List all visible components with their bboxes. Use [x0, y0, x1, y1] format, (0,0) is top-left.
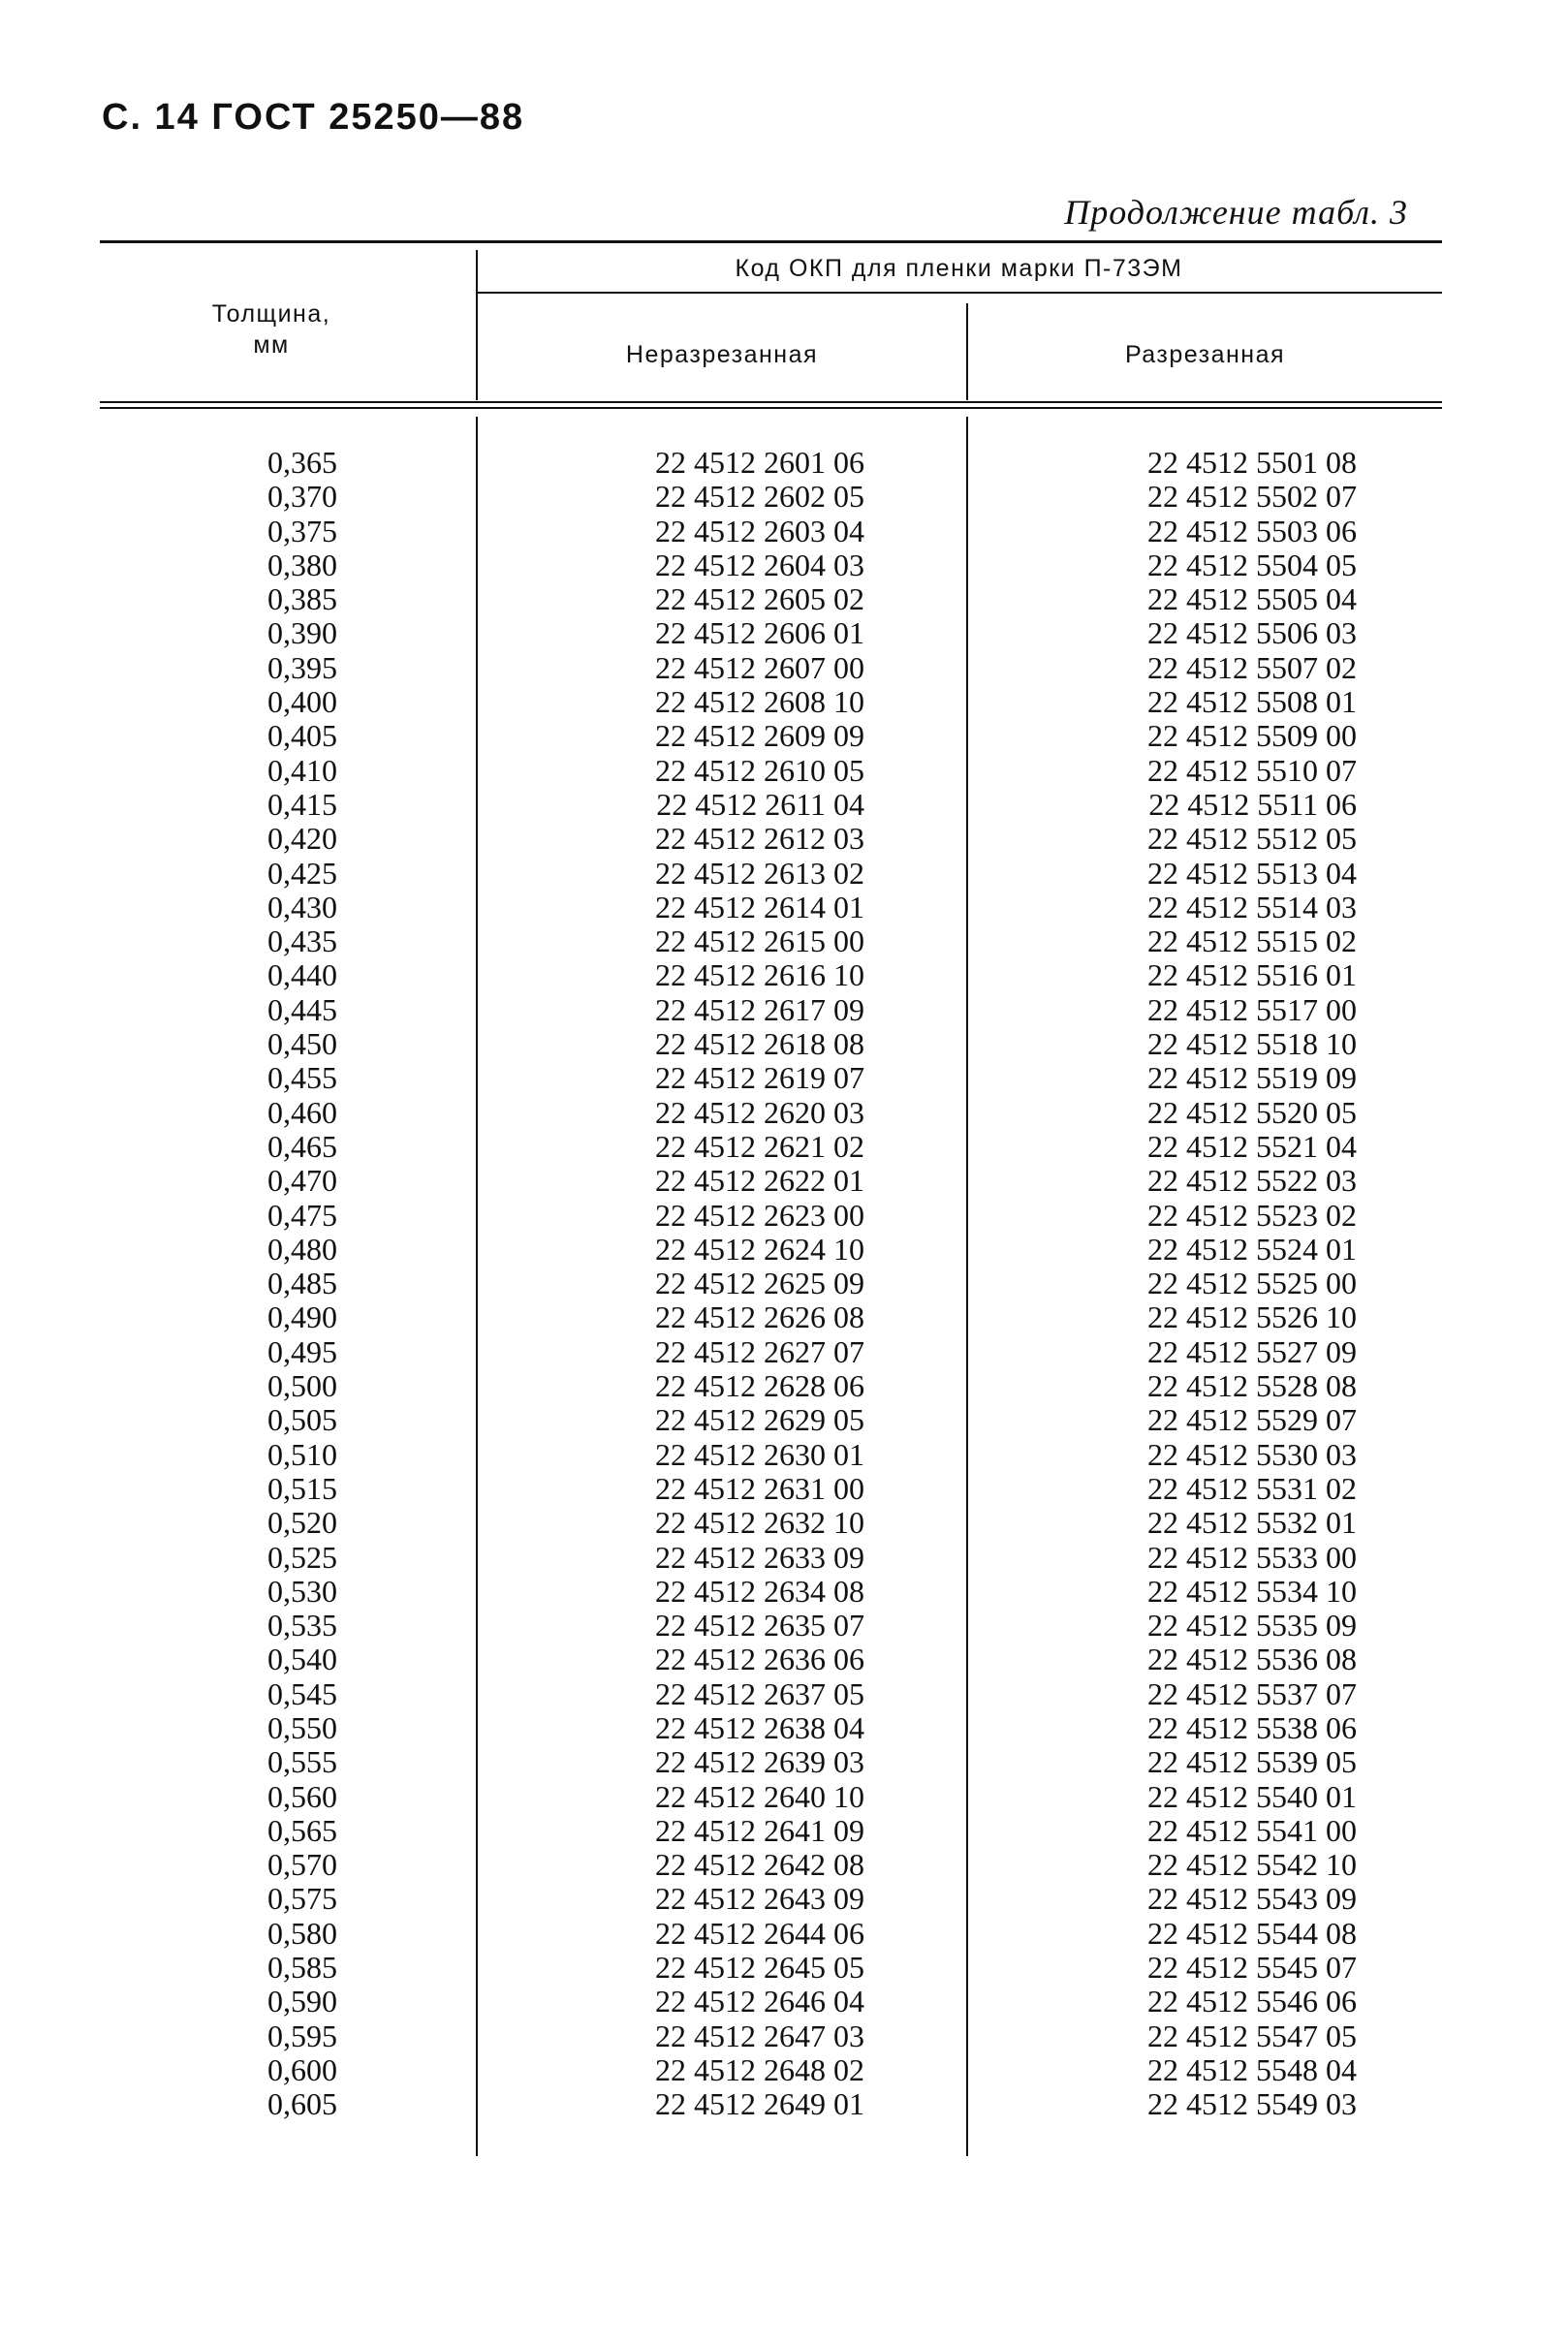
- uncut-code-cell: 22 4512 2636 06: [655, 1642, 864, 1677]
- table-row: [0, 1609, 1568, 1643]
- table-body: [0, 446, 1568, 2122]
- header-group-okp: Код ОКП для пленки марки П-73ЭМ: [735, 255, 1183, 282]
- thickness-cell: 0,535: [267, 1608, 337, 1643]
- cut-code-cell: 22 4512 5522 03: [1147, 1163, 1357, 1199]
- thickness-cell: 0,435: [267, 923, 337, 959]
- table-row: [0, 2087, 1568, 2121]
- cut-code-cell: 22 4512 5503 06: [1147, 513, 1357, 548]
- cut-code-cell: 22 4512 5528 08: [1147, 1368, 1357, 1404]
- thickness-cell: 0,465: [267, 1128, 337, 1164]
- cut-code-cell: 22 4512 5535 09: [1147, 1608, 1357, 1643]
- uncut-code-cell: 22 4512 2621 02: [655, 1128, 864, 1164]
- page-header: С. 14 ГОСТ 25250—88: [102, 97, 525, 138]
- cut-code-cell: 22 4512 5516 01: [1147, 957, 1357, 993]
- cut-code-cell: 22 4512 5520 05: [1147, 1094, 1357, 1130]
- cut-code-cell: 22 4512 5546 06: [1147, 1984, 1357, 2019]
- cut-code-cell: 22 4512 5544 08: [1147, 1915, 1357, 1951]
- uncut-code-cell: 22 4512 2625 09: [655, 1266, 864, 1301]
- table-row: [0, 1027, 1568, 1061]
- table-row: [0, 1951, 1568, 1985]
- cut-code-cell: 22 4512 5525 00: [1147, 1266, 1357, 1301]
- uncut-code-cell: 22 4512 2630 01: [655, 1436, 864, 1472]
- thickness-cell: 0,390: [267, 615, 337, 651]
- uncut-code-cell: 22 4512 2602 05: [655, 479, 864, 515]
- table-top-rule: [100, 240, 1442, 243]
- uncut-code-cell: 22 4512 2604 03: [655, 547, 864, 582]
- table-row: [0, 1335, 1568, 1369]
- uncut-code-cell: 22 4512 2645 05: [655, 1950, 864, 1986]
- uncut-code-cell: 22 4512 2614 01: [655, 889, 864, 924]
- table-row: [0, 1369, 1568, 1403]
- thickness-cell: 0,545: [267, 1675, 337, 1711]
- cut-code-cell: 22 4512 5515 02: [1147, 923, 1357, 959]
- cut-code-cell: 22 4512 5513 04: [1147, 855, 1357, 891]
- thickness-cell: 0,395: [267, 649, 337, 685]
- thickness-cell: 0,375: [267, 513, 337, 548]
- thickness-cell: 0,580: [267, 1915, 337, 1951]
- cut-code-cell: 22 4512 5547 05: [1147, 2018, 1357, 2053]
- table-row: [0, 1472, 1568, 1506]
- header-bottom-rule-2: [100, 407, 1442, 409]
- cut-code-cell: 22 4512 5508 01: [1147, 684, 1357, 720]
- uncut-code-cell: 22 4512 2603 04: [655, 513, 864, 548]
- cut-code-cell: 22 4512 5531 02: [1147, 1470, 1357, 1506]
- table-row: [0, 719, 1568, 753]
- table-row: [0, 1096, 1568, 1130]
- thickness-cell: 0,440: [267, 957, 337, 993]
- table-row: [0, 515, 1568, 548]
- thickness-cell: 0,420: [267, 821, 337, 857]
- thickness-cell: 0,460: [267, 1094, 337, 1130]
- cut-code-cell: 22 4512 5519 09: [1147, 1060, 1357, 1096]
- thickness-cell: 0,565: [267, 1812, 337, 1848]
- table-row: [0, 993, 1568, 1027]
- cut-code-cell: 22 4512 5530 03: [1147, 1436, 1357, 1472]
- cut-code-cell: 22 4512 5532 01: [1147, 1505, 1357, 1541]
- thickness-cell: 0,490: [267, 1299, 337, 1335]
- uncut-code-cell: 22 4512 2612 03: [655, 821, 864, 857]
- uncut-code-cell: 22 4512 2619 07: [655, 1060, 864, 1096]
- cut-code-cell: 22 4512 5542 10: [1147, 1847, 1357, 1883]
- thickness-cell: 0,480: [267, 1231, 337, 1267]
- thickness-cell: 0,365: [267, 445, 337, 480]
- thickness-cell: 0,415: [267, 786, 337, 822]
- cut-code-cell: 22 4512 5543 09: [1147, 1881, 1357, 1917]
- table-row: [0, 1506, 1568, 1540]
- uncut-code-cell: 22 4512 2607 00: [655, 649, 864, 685]
- cut-code-cell: 22 4512 5526 10: [1147, 1299, 1357, 1335]
- thickness-cell: 0,455: [267, 1060, 337, 1096]
- table-row: [0, 616, 1568, 650]
- header-bottom-rule: [100, 401, 1442, 403]
- uncut-code-cell: 22 4512 2618 08: [655, 1026, 864, 1062]
- uncut-code-cell: 22 4512 2606 01: [655, 615, 864, 651]
- table-row: [0, 857, 1568, 891]
- table-row: [0, 1814, 1568, 1848]
- table-row: [0, 2053, 1568, 2087]
- thickness-cell: 0,570: [267, 1847, 337, 1883]
- table-row: [0, 1745, 1568, 1779]
- thickness-cell: 0,530: [267, 1573, 337, 1609]
- thickness-cell: 0,505: [267, 1402, 337, 1438]
- cut-code-cell: 22 4512 5504 05: [1147, 547, 1357, 582]
- uncut-code-cell: 22 4512 2624 10: [655, 1231, 864, 1267]
- uncut-code-cell: 22 4512 2633 09: [655, 1539, 864, 1575]
- cut-code-cell: 22 4512 5549 03: [1147, 2086, 1357, 2122]
- thickness-cell: 0,575: [267, 1881, 337, 1917]
- thickness-cell: 0,485: [267, 1266, 337, 1301]
- uncut-code-cell: 22 4512 2635 07: [655, 1608, 864, 1643]
- uncut-code-cell: 22 4512 2637 05: [655, 1675, 864, 1711]
- table-row: [0, 754, 1568, 788]
- table-row: [0, 1848, 1568, 1882]
- cut-code-cell: 22 4512 5537 07: [1147, 1675, 1357, 1711]
- thickness-cell: 0,560: [267, 1778, 337, 1814]
- thickness-cell: 0,410: [267, 752, 337, 788]
- cut-code-cell: 22 4512 5534 10: [1147, 1573, 1357, 1609]
- table-row: [0, 651, 1568, 685]
- uncut-code-cell: 22 4512 2634 08: [655, 1573, 864, 1609]
- thickness-cell: 0,590: [267, 1984, 337, 2019]
- cut-code-cell: 22 4512 5507 02: [1147, 649, 1357, 685]
- table-row: [0, 924, 1568, 958]
- uncut-code-cell: 22 4512 2611 04: [656, 786, 864, 822]
- uncut-code-cell: 22 4512 2613 02: [655, 855, 864, 891]
- thickness-cell: 0,425: [267, 855, 337, 891]
- cut-code-cell: 22 4512 5511 06: [1148, 786, 1357, 822]
- uncut-code-cell: 22 4512 2620 03: [655, 1094, 864, 1130]
- table-row: [0, 1780, 1568, 1814]
- uncut-code-cell: 22 4512 2638 04: [655, 1709, 864, 1745]
- uncut-code-cell: 22 4512 2648 02: [655, 2051, 864, 2087]
- table-row: [0, 1541, 1568, 1575]
- cut-code-cell: 22 4512 5541 00: [1147, 1812, 1357, 1848]
- uncut-code-cell: 22 4512 2622 01: [655, 1163, 864, 1199]
- cut-code-cell: 22 4512 5502 07: [1147, 479, 1357, 515]
- table-row: [0, 685, 1568, 719]
- uncut-code-cell: 22 4512 2649 01: [655, 2086, 864, 2122]
- uncut-code-cell: 22 4512 2632 10: [655, 1505, 864, 1541]
- thickness-cell: 0,585: [267, 1950, 337, 1986]
- uncut-code-cell: 22 4512 2639 03: [655, 1744, 864, 1780]
- uncut-code-cell: 22 4512 2629 05: [655, 1402, 864, 1438]
- uncut-code-cell: 22 4512 2631 00: [655, 1470, 864, 1506]
- cut-code-cell: 22 4512 5514 03: [1147, 889, 1357, 924]
- table-row: [0, 2019, 1568, 2053]
- cut-code-cell: 22 4512 5521 04: [1147, 1128, 1357, 1164]
- cut-code-cell: 22 4512 5538 06: [1147, 1709, 1357, 1745]
- uncut-code-cell: 22 4512 2646 04: [655, 1984, 864, 2019]
- thickness-cell: 0,595: [267, 2018, 337, 2053]
- table-row: [0, 1233, 1568, 1267]
- cut-code-cell: 22 4512 5518 10: [1147, 1026, 1357, 1062]
- thickness-cell: 0,445: [267, 991, 337, 1027]
- thickness-cell: 0,495: [267, 1333, 337, 1369]
- thickness-cell: 0,430: [267, 889, 337, 924]
- thickness-cell: 0,370: [267, 479, 337, 515]
- table-row: [0, 582, 1568, 616]
- table-row: [0, 1199, 1568, 1233]
- uncut-code-cell: 22 4512 2643 09: [655, 1881, 864, 1917]
- cut-code-cell: 22 4512 5536 08: [1147, 1642, 1357, 1677]
- thickness-cell: 0,540: [267, 1642, 337, 1677]
- thickness-cell: 0,510: [267, 1436, 337, 1472]
- table-row: [0, 1438, 1568, 1472]
- header-cut: Разрезанная: [1124, 341, 1286, 368]
- thickness-cell: 0,450: [267, 1026, 337, 1062]
- uncut-code-cell: 22 4512 2605 02: [655, 581, 864, 617]
- table-row: [0, 1643, 1568, 1676]
- thickness-cell: 0,515: [267, 1470, 337, 1506]
- thickness-cell: 0,470: [267, 1163, 337, 1199]
- uncut-code-cell: 22 4512 2641 09: [655, 1812, 864, 1848]
- header-thickness: Толщина, мм: [211, 300, 331, 359]
- cut-code-cell: 22 4512 5505 04: [1147, 581, 1357, 617]
- table-row: [0, 1164, 1568, 1198]
- thickness-cell: 0,605: [267, 2086, 337, 2122]
- thickness-cell: 0,400: [267, 684, 337, 720]
- cut-code-cell: 22 4512 5529 07: [1147, 1402, 1357, 1438]
- uncut-code-cell: 22 4512 2627 07: [655, 1333, 864, 1369]
- cut-code-cell: 22 4512 5539 05: [1147, 1744, 1357, 1780]
- table-row: [0, 788, 1568, 822]
- cut-code-cell: 22 4512 5509 00: [1147, 718, 1357, 754]
- cut-code-cell: 22 4512 5540 01: [1147, 1778, 1357, 1814]
- table-row: [0, 1575, 1568, 1609]
- cut-code-cell: 22 4512 5533 00: [1147, 1539, 1357, 1575]
- uncut-code-cell: 22 4512 2626 08: [655, 1299, 864, 1335]
- thickness-cell: 0,380: [267, 547, 337, 582]
- header-uncut: Неразрезанная: [625, 341, 819, 368]
- cut-code-cell: 22 4512 5512 05: [1147, 821, 1357, 857]
- table-row: [0, 1130, 1568, 1164]
- thickness-cell: 0,550: [267, 1709, 337, 1745]
- table-row: [0, 1711, 1568, 1745]
- uncut-code-cell: 22 4512 2609 09: [655, 718, 864, 754]
- uncut-code-cell: 22 4512 2623 00: [655, 1197, 864, 1233]
- uncut-code-cell: 22 4512 2642 08: [655, 1847, 864, 1883]
- table-row: [0, 1917, 1568, 1951]
- cut-code-cell: 22 4512 5501 08: [1147, 445, 1357, 480]
- uncut-code-cell: 22 4512 2608 10: [655, 684, 864, 720]
- uncut-code-cell: 22 4512 2640 10: [655, 1778, 864, 1814]
- thickness-cell: 0,385: [267, 581, 337, 617]
- table-row: [0, 891, 1568, 924]
- cut-code-cell: 22 4512 5523 02: [1147, 1197, 1357, 1233]
- table-row: [0, 1985, 1568, 2018]
- table-row: [0, 1267, 1568, 1300]
- table-row: [0, 1677, 1568, 1711]
- table-row: [0, 446, 1568, 480]
- table-row: [0, 822, 1568, 856]
- table-row: [0, 480, 1568, 514]
- thickness-cell: 0,520: [267, 1505, 337, 1541]
- uncut-code-cell: 22 4512 2628 06: [655, 1368, 864, 1404]
- table-row: [0, 1403, 1568, 1437]
- uncut-code-cell: 22 4512 2610 05: [655, 752, 864, 788]
- table-row: [0, 1061, 1568, 1095]
- uncut-code-cell: 22 4512 2601 06: [655, 445, 864, 480]
- cut-code-cell: 22 4512 5527 09: [1147, 1333, 1357, 1369]
- cut-code-cell: 22 4512 5545 07: [1147, 1950, 1357, 1986]
- cut-code-cell: 22 4512 5510 07: [1147, 752, 1357, 788]
- table-row: [0, 1300, 1568, 1334]
- thickness-cell: 0,475: [267, 1197, 337, 1233]
- thickness-cell: 0,600: [267, 2051, 337, 2087]
- uncut-code-cell: 22 4512 2615 00: [655, 923, 864, 959]
- table-continuation-label: Продолжение табл. 3: [1064, 193, 1408, 232]
- thickness-cell: 0,405: [267, 718, 337, 754]
- thickness-cell: 0,500: [267, 1368, 337, 1404]
- group-header-rule: [476, 292, 1442, 294]
- table-row: [0, 548, 1568, 582]
- cut-code-cell: 22 4512 5548 04: [1147, 2051, 1357, 2087]
- thickness-cell: 0,525: [267, 1539, 337, 1575]
- uncut-code-cell: 22 4512 2616 10: [655, 957, 864, 993]
- table-row: [0, 958, 1568, 992]
- table-row: [0, 1882, 1568, 1916]
- thickness-cell: 0,555: [267, 1744, 337, 1780]
- cut-code-cell: 22 4512 5517 00: [1147, 991, 1357, 1027]
- cut-code-cell: 22 4512 5524 01: [1147, 1231, 1357, 1267]
- uncut-code-cell: 22 4512 2644 06: [655, 1915, 864, 1951]
- uncut-code-cell: 22 4512 2647 03: [655, 2018, 864, 2053]
- cut-code-cell: 22 4512 5506 03: [1147, 615, 1357, 651]
- uncut-code-cell: 22 4512 2617 09: [655, 991, 864, 1027]
